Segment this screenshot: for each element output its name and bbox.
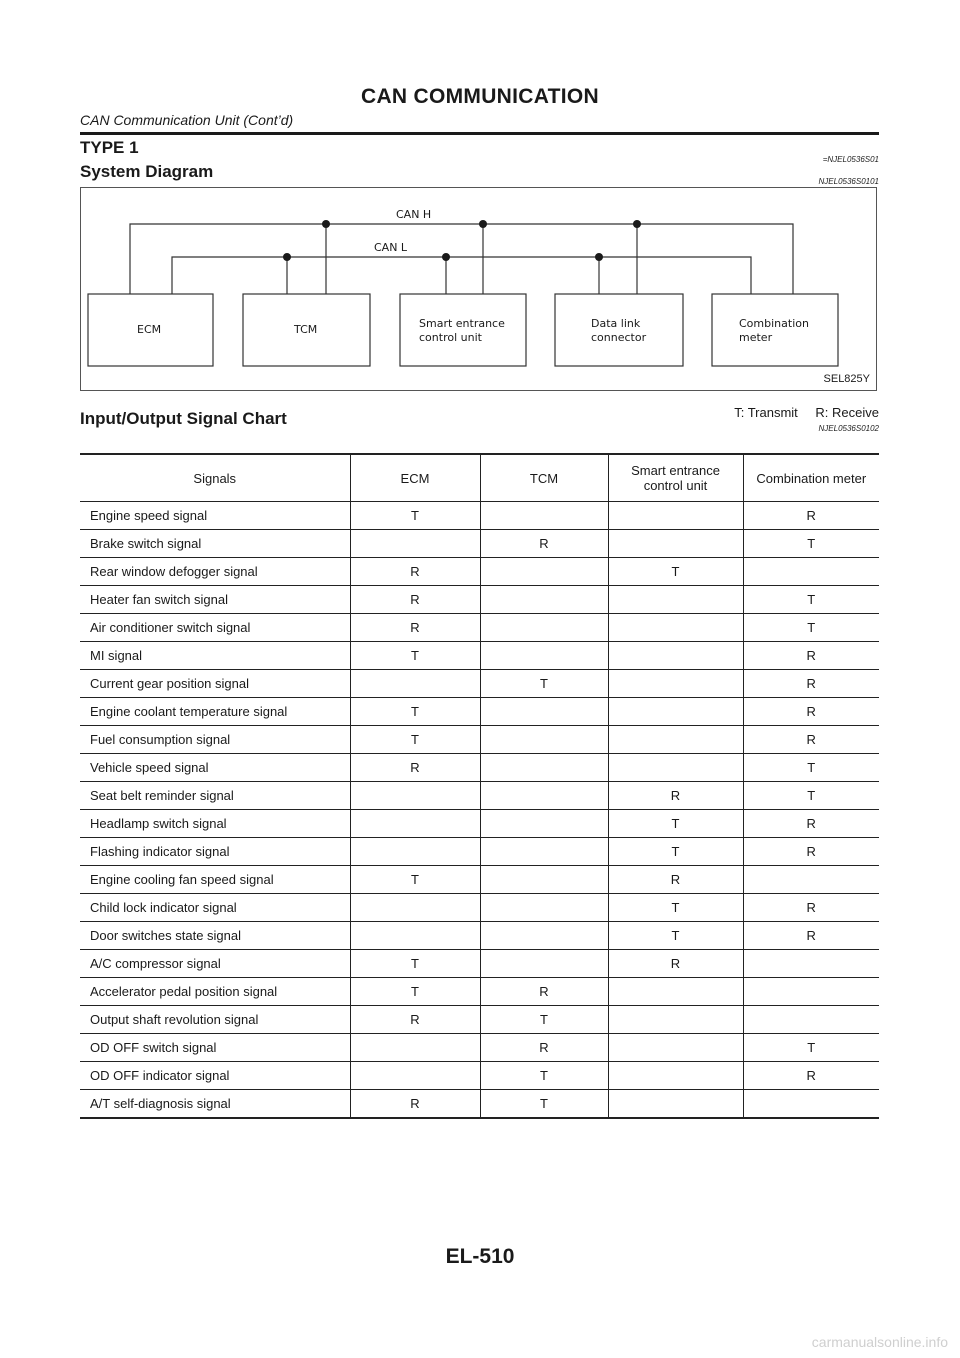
signal-value-cell — [608, 978, 743, 1006]
table-row — [80, 502, 879, 530]
signal-value-cell: T — [350, 698, 480, 726]
signal-value-cell — [743, 866, 879, 894]
signal-value-cell: T — [743, 530, 879, 558]
table-row — [80, 1034, 879, 1062]
tcm-can-l-junction — [283, 253, 291, 261]
signal-value-cell — [480, 866, 608, 894]
signal-value-cell: R — [743, 670, 879, 698]
signal-value-cell: T — [480, 1090, 608, 1119]
signal-value-cell: T — [350, 950, 480, 978]
signal-value-cell — [743, 950, 879, 978]
signal-value-cell: R — [480, 1034, 608, 1062]
figure-reference: SEL825Y — [823, 373, 870, 385]
signal-value-cell — [608, 1034, 743, 1062]
signal-value-cell: R — [608, 866, 743, 894]
table-row — [80, 698, 879, 726]
signal-value-cell — [350, 1062, 480, 1090]
signal-value-cell — [608, 1090, 743, 1119]
ecm-label: ECM — [137, 323, 162, 336]
table-row — [80, 558, 879, 586]
signal-value-cell — [608, 530, 743, 558]
table-row — [80, 586, 879, 614]
signal-name-cell: Flashing indicator signal — [80, 838, 350, 866]
can-h-bus-line — [130, 224, 793, 294]
table-row — [80, 894, 879, 922]
signal-value-cell: R — [350, 614, 480, 642]
signal-value-cell: T — [608, 838, 743, 866]
signal-value-cell: R — [608, 950, 743, 978]
signal-value-cell: R — [350, 754, 480, 782]
signal-name-cell: Air conditioner switch signal — [80, 614, 350, 642]
signal-value-cell — [480, 614, 608, 642]
header-signals: Signals — [80, 454, 350, 502]
signal-value-cell — [608, 614, 743, 642]
data-link-can-l-junction — [595, 253, 603, 261]
signal-value-cell — [608, 670, 743, 698]
signal-name-cell: Child lock indicator signal — [80, 894, 350, 922]
combination-meter-box — [712, 294, 838, 366]
signal-chart-title: Input/Output Signal Chart — [80, 409, 287, 428]
signal-value-cell: R — [350, 1006, 480, 1034]
signal-name-cell: A/C compressor signal — [80, 950, 350, 978]
signal-value-cell — [743, 1090, 879, 1119]
signal-value-cell — [350, 838, 480, 866]
signal-value-cell — [608, 698, 743, 726]
signal-value-cell — [608, 726, 743, 754]
signal-value-cell: T — [350, 642, 480, 670]
signal-value-cell: R — [743, 1062, 879, 1090]
signal-value-cell: T — [480, 1006, 608, 1034]
signal-value-cell: T — [480, 670, 608, 698]
signal-value-cell: T — [743, 754, 879, 782]
table-row — [80, 810, 879, 838]
signal-name-cell: Engine cooling fan speed signal — [80, 866, 350, 894]
combination-meter-label-line2: meter — [739, 331, 773, 344]
signal-value-cell — [608, 642, 743, 670]
signal-value-cell — [480, 698, 608, 726]
table-row — [80, 866, 879, 894]
signal-value-cell — [608, 1062, 743, 1090]
tcm-can-h-junction — [322, 220, 330, 228]
signal-value-cell — [350, 922, 480, 950]
type-section-title: TYPE 1 — [80, 138, 139, 157]
table-row — [80, 754, 879, 782]
table-row — [80, 1090, 879, 1119]
signal-value-cell — [350, 530, 480, 558]
can-l-label: CAN L — [374, 241, 408, 254]
signal-name-cell: Engine speed signal — [80, 502, 350, 530]
signal-value-cell — [480, 838, 608, 866]
signal-value-cell — [480, 558, 608, 586]
table-row — [80, 922, 879, 950]
signal-value-cell: T — [608, 558, 743, 586]
signal-value-cell: R — [743, 642, 879, 670]
data-link-box — [555, 294, 683, 366]
signal-value-cell — [480, 950, 608, 978]
signal-name-cell: Vehicle speed signal — [80, 754, 350, 782]
table-row — [80, 1006, 879, 1034]
signal-value-cell — [608, 502, 743, 530]
signal-name-cell: OD OFF switch signal — [80, 1034, 350, 1062]
can-bus-wiring — [81, 188, 876, 390]
table-row — [80, 614, 879, 642]
can-h-label: CAN H — [396, 208, 432, 221]
signal-value-cell: R — [350, 586, 480, 614]
header-divider — [80, 132, 879, 135]
legend-transmit: T: Transmit — [734, 405, 798, 420]
header-ecm: ECM — [350, 454, 480, 502]
signal-value-cell — [480, 922, 608, 950]
smart-entrance-label-line1: Smart entrance — [419, 317, 505, 330]
signal-name-cell: Current gear position signal — [80, 670, 350, 698]
signal-value-cell: R — [480, 530, 608, 558]
can-system-diagram — [80, 187, 877, 391]
signal-value-cell — [350, 1034, 480, 1062]
table-row — [80, 950, 879, 978]
signal-name-cell: MI signal — [80, 642, 350, 670]
signal-value-cell: R — [743, 838, 879, 866]
signal-value-cell: T — [350, 502, 480, 530]
signal-name-cell: Brake switch signal — [80, 530, 350, 558]
signal-value-cell — [608, 754, 743, 782]
signal-value-cell — [608, 586, 743, 614]
signal-value-cell: T — [480, 1062, 608, 1090]
signal-value-cell — [480, 502, 608, 530]
smart-entrance-box — [400, 294, 526, 366]
signal-value-cell — [480, 642, 608, 670]
signal-name-cell: Rear window defogger signal — [80, 558, 350, 586]
table-row — [80, 642, 879, 670]
signal-value-cell: R — [743, 726, 879, 754]
data-link-can-h-junction — [633, 220, 641, 228]
signal-value-cell — [480, 586, 608, 614]
type-section-code: =NJEL0536S01 — [822, 155, 879, 164]
system-diagram-code: NJEL0536S0101 — [818, 177, 879, 186]
smart-entrance-can-h-junction — [479, 220, 487, 228]
signal-value-cell — [480, 782, 608, 810]
system-diagram-title: System Diagram — [80, 162, 214, 181]
signal-value-cell: R — [608, 782, 743, 810]
table-row — [80, 838, 879, 866]
page-header-title: CAN COMMUNICATION — [360, 85, 600, 108]
signal-value-cell: R — [743, 698, 879, 726]
signal-value-cell — [350, 670, 480, 698]
signal-value-cell: T — [608, 810, 743, 838]
signal-value-cell: R — [350, 1090, 480, 1119]
signal-value-cell: T — [350, 866, 480, 894]
signal-value-cell: T — [350, 726, 480, 754]
signal-value-cell: T — [608, 922, 743, 950]
header-smart-entrance-text: Smart entrance control unit — [631, 463, 720, 493]
signal-name-cell: A/T self-diagnosis signal — [80, 1090, 350, 1119]
signal-value-cell — [743, 978, 879, 1006]
signal-value-cell: T — [350, 978, 480, 1006]
signal-name-cell: OD OFF indicator signal — [80, 1062, 350, 1090]
signal-value-cell — [480, 754, 608, 782]
signal-name-cell: Door switches state signal — [80, 922, 350, 950]
table-row — [80, 978, 879, 1006]
signal-name-cell: Headlamp switch signal — [80, 810, 350, 838]
signal-value-cell: T — [743, 586, 879, 614]
signal-value-cell — [480, 726, 608, 754]
signal-value-cell — [480, 810, 608, 838]
signal-value-cell — [350, 894, 480, 922]
signal-chart-table — [80, 453, 879, 1119]
signal-chart-code: NJEL0536S0102 — [818, 424, 879, 433]
smart-entrance-label-line2: control unit — [419, 331, 482, 344]
signal-name-cell: Output shaft revolution signal — [80, 1006, 350, 1034]
data-link-label-line2: connector — [591, 331, 647, 344]
header-combination-meter: Combination meter — [743, 454, 879, 502]
signal-value-cell: T — [743, 1034, 879, 1062]
signal-value-cell: R — [350, 558, 480, 586]
signal-value-cell — [608, 1006, 743, 1034]
table-row — [80, 726, 879, 754]
page-number: EL-510 — [445, 1245, 515, 1268]
header-smart-entrance — [608, 454, 743, 502]
table-row — [80, 530, 879, 558]
table-row — [80, 782, 879, 810]
table-row — [80, 1062, 879, 1090]
signal-value-cell — [480, 894, 608, 922]
signal-value-cell — [743, 558, 879, 586]
legend-receive: R: Receive — [815, 405, 879, 420]
header-tcm: TCM — [480, 454, 608, 502]
signal-name-cell: Fuel consumption signal — [80, 726, 350, 754]
signal-name-cell: Heater fan switch signal — [80, 586, 350, 614]
signal-value-cell: R — [743, 810, 879, 838]
signal-name-cell: Accelerator pedal position signal — [80, 978, 350, 1006]
smart-entrance-can-l-junction — [442, 253, 450, 261]
signal-value-cell: T — [608, 894, 743, 922]
page-header-subtitle: CAN Communication Unit (Cont’d) — [80, 112, 294, 128]
signal-rows — [80, 502, 879, 1119]
can-l-bus-line — [172, 257, 751, 294]
signal-value-cell: R — [743, 502, 879, 530]
data-link-label-line1: Data link — [591, 317, 641, 330]
signal-name-cell: Engine coolant temperature signal — [80, 698, 350, 726]
table-row — [80, 670, 879, 698]
signal-value-cell: T — [743, 782, 879, 810]
signal-value-cell: R — [743, 922, 879, 950]
signal-value-cell: R — [480, 978, 608, 1006]
signal-value-cell: T — [743, 614, 879, 642]
signal-value-cell — [350, 810, 480, 838]
watermark: carmanualsonline.info — [811, 1334, 948, 1350]
signal-legend — [720, 405, 879, 420]
signal-name-cell: Seat belt reminder signal — [80, 782, 350, 810]
table-header-row — [80, 454, 879, 502]
signal-value-cell: R — [743, 894, 879, 922]
signal-value-cell — [350, 782, 480, 810]
signal-value-cell — [743, 1006, 879, 1034]
combination-meter-label-line1: Combination — [739, 317, 809, 330]
tcm-label: TCM — [294, 323, 318, 336]
